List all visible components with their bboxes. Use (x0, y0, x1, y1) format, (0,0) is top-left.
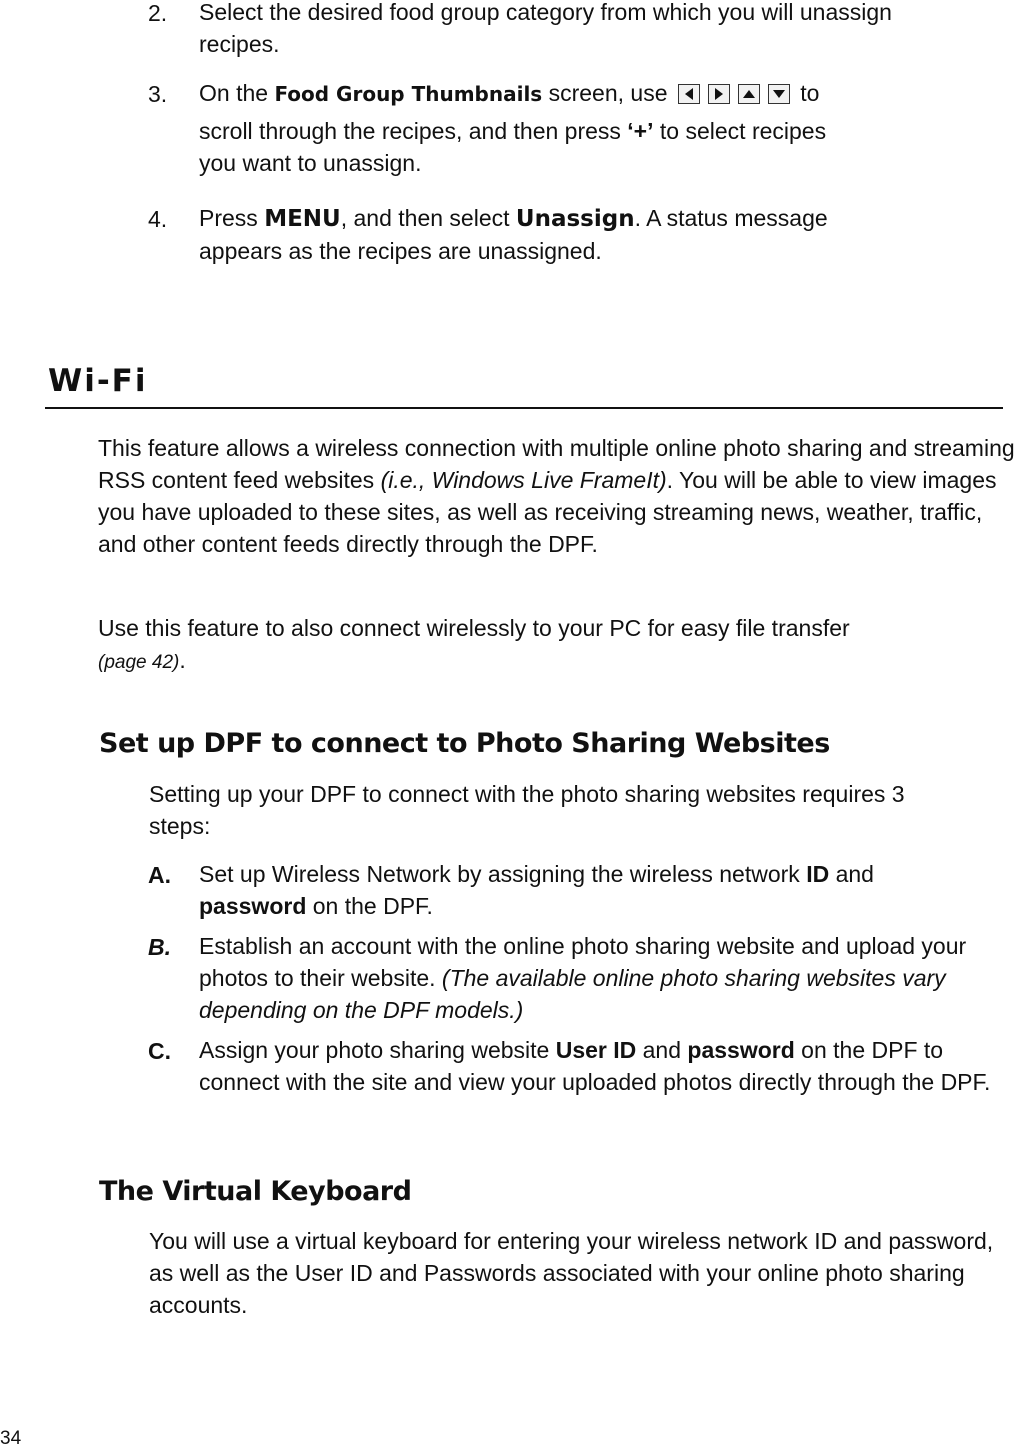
wifi-paragraph: This feature allows a wireless connection with multiple online photo sharing and streaming RSS content feed websites (i.e., Windows Live FrameIt). You will be able to view images you have uploaded to these sites, as well as receiving streaming news, weather, traffic, and other content feeds directly through the DPF. (98, 435, 1015, 557)
item-label: B. (148, 934, 171, 960)
menu-key: MENU (264, 206, 341, 232)
setup-intro: Setting up your DPF to connect with the photo sharing websites requires 3 steps: (149, 781, 905, 839)
page-reference: (page 42) (98, 652, 180, 673)
setup-item: Set up Wireless Network by assigning the wireless network ID and password on the DPF. (199, 861, 874, 919)
subsection-title: The Virtual Keyboard (99, 1176, 412, 1207)
section-title: Wi-Fi (48, 363, 148, 399)
step-text: Press MENU, and then select Unassign. A status message appears as the recipes are unassigned. (199, 205, 828, 264)
up-arrow-icon (738, 84, 760, 104)
step-text: On the Food Group Thumbnails screen, use to scroll through the recipes, and then press ‘+’ to select recipes you want to unassign. (199, 80, 827, 176)
step-number: 3. (148, 81, 168, 107)
down-arrow-icon (768, 84, 790, 104)
step-number: 4. (148, 206, 168, 232)
page-number: 34 (0, 1428, 22, 1449)
screen-name: Food Group Thumbnails (274, 82, 543, 106)
setup-item: Assign your photo sharing website User ID and password on the DPF to connect with the site and view your uploaded photos directly through the DPF. (199, 1037, 991, 1095)
step-text: Select the desired food group category from which you will unassign recipes. (199, 0, 892, 57)
wifi-paragraph: Use this feature to also connect wirelessly to your PC for easy file transfer (page 42). (98, 615, 850, 673)
item-label: C. (148, 1038, 171, 1064)
item-label: A. (148, 862, 171, 888)
step-number: 2. (148, 0, 168, 26)
subsection-title: Set up DPF to connect to Photo Sharing Websites (99, 728, 830, 759)
unassign-option: Unassign (515, 206, 635, 232)
section-rule (45, 407, 1003, 409)
left-arrow-icon (678, 84, 700, 104)
plus-key: ‘+’ (627, 118, 654, 144)
setup-item: Establish an account with the online photo sharing website and upload your photos to their website. (The available online photo sharing websites vary depending on the DPF models.) (199, 933, 967, 1023)
right-arrow-icon (708, 84, 730, 104)
keyboard-paragraph: You will use a virtual keyboard for entering your wireless network ID and password, as well as the User ID and Passwords associated with your online photo sharing accounts. (149, 1228, 994, 1318)
